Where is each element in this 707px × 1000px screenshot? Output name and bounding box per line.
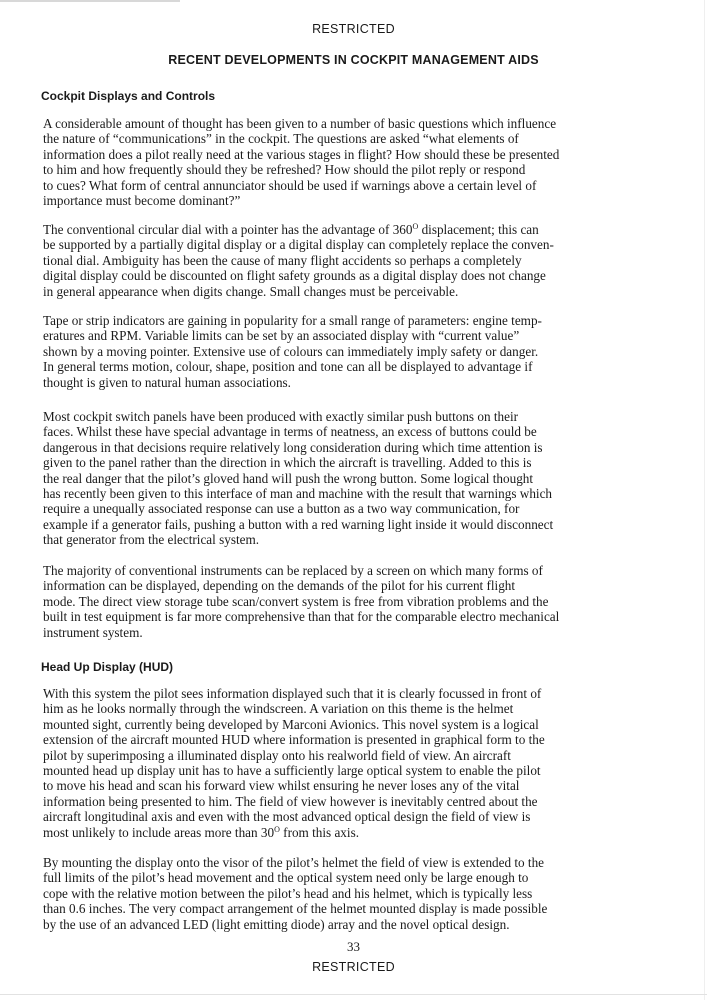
text-line: faces. Whilst these have special advantage in terms of neatness, an excess of buttons could be (43, 424, 537, 440)
document-title: RECENT DEVELOPMENTS IN COCKPIT MANAGEMENT AIDS (168, 53, 539, 67)
text-line: has recently been given to this interface of man and machine with the result that warnings which (43, 486, 553, 502)
scan-edge-bottom (0, 994, 707, 995)
text-line: mounted head up display unit has to have a sufficiently large optical system to enable the pilot (43, 763, 541, 779)
section-heading-hud: Head Up Display (HUD) (41, 660, 174, 674)
paragraph (43, 855, 643, 932)
text-segment: from this axis. (279, 824, 359, 840)
text-line (43, 825, 643, 840)
text-line: information does a pilot really need at the various stages in flight? How should these be presented (43, 146, 560, 162)
text-line: aircraft longitudinal axis and even with the most advanced optical design the field of view is (43, 809, 531, 825)
text-line: pilot by superimposing a illuminated display onto his realworld field of view. An aircraft (43, 747, 511, 763)
paragraph (43, 116, 643, 208)
scan-edge-right (704, 0, 705, 1000)
text-line: that generator from the electrical system. (43, 532, 260, 548)
text-line: extension of the aircraft mounted HUD where information is presented in graphical form to the (43, 732, 545, 748)
text-segment: most unlikely to include areas more than 30 (43, 824, 275, 840)
text-line: to cues? What form of central annunciator should be used if warnings above a certain level of (43, 177, 537, 193)
text-line: the real danger that the pilot’s gloved hand will push the wrong button. Some logical thought (43, 470, 534, 486)
page-number: 33 (347, 939, 360, 954)
text-line: by the use of an advanced LED (light emitting diode) array and the novel optical design. (43, 916, 510, 932)
text-line: to move his head and scan his forward view whilst ensuring he never loses any of the vital (43, 778, 520, 794)
text-line: built in test equipment is far more comprehensive than that for the comparable electro mechanical (43, 609, 560, 625)
text-line: The majority of conventional instruments can be replaced by a screen on which many forms of (43, 563, 543, 578)
text-line: By mounting the display onto the visor of the pilot’s helmet the field of view is extended to the (43, 855, 545, 870)
text-line: information being presented to him. The field of view however is inevitably centred about the (43, 793, 538, 809)
text-line: instrument system. (43, 624, 143, 640)
degree-superscript: O (412, 222, 419, 231)
text-segment: displacement; this can (418, 222, 539, 237)
text-line: him as he looks normally through the windscreen. A variation on this theme is the helmet (43, 701, 514, 717)
degree-superscript: O (274, 824, 280, 834)
paragraph (43, 409, 643, 548)
text-line: the nature of “communications” in the cockpit. The questions are asked “what elements of (43, 131, 519, 147)
classification-header: RESTRICTED (312, 22, 395, 36)
paragraph (43, 563, 643, 640)
scan-edge-top (0, 0, 180, 2)
text-line: example if a generator fails, pushing a button with a red warning light inside it would disconnect (43, 516, 554, 532)
text-line: full limits of the pilot’s head movement and the optical system need only be large enough to (43, 870, 529, 886)
text-line: cope with the relative motion between the pilot’s head and his helmet, which is typically less (43, 885, 533, 901)
text-line: tional dial. Ambiguity has been the cause of many flight accidents so perhaps a completely (43, 252, 522, 268)
text-segment: The conventional circular dial with a pointer has the advantage of 360 (43, 222, 413, 237)
text-line: thought is given to natural human associations. (43, 374, 291, 390)
paragraph (43, 686, 643, 840)
text-line: With this system the pilot sees information displayed such that it is clearly focussed in front of (43, 686, 542, 701)
text-line: require a unequally associated response can use a button as a two way communication, for (43, 501, 520, 517)
text-line: mounted sight, currently being developed by Marconi Avionics. This novel system is a logical (43, 716, 539, 732)
text-line: be supported by a partially digital display or a digital display can completely replace the conven- (43, 237, 554, 253)
text-line: shown by a moving pointer. Extensive use of colours can immediately imply safety or danger. (43, 343, 539, 359)
paragraph (43, 222, 643, 299)
text-line: mode. The direct view storage tube scan/convert system is free from vibration problems and the (43, 593, 549, 609)
text-line (43, 222, 643, 237)
section-heading-cockpit-displays: Cockpit Displays and Controls (41, 89, 216, 103)
text-line: importance must become dominant?” (43, 193, 241, 209)
text-line: dangerous in that decisions require relatively long consideration during which time attention is (43, 439, 543, 455)
text-line: in general appearance when digits change. Small changes must be perceivable. (43, 283, 459, 299)
paragraph (43, 313, 643, 390)
text-line: information can be displayed, depending on the demands of the pilot for his current flight (43, 578, 516, 594)
text-line: given to the panel rather than the direction in which the aircraft is travelling. Added to this is (43, 455, 532, 471)
text-line: eratures and RPM. Variable limits can be set by an associated display with “current value” (43, 328, 520, 344)
text-line: to him and how frequently should they be refreshed? How should the pilot reply or respond (43, 162, 526, 178)
text-line: digital display could be discounted on flight safety grounds as a digital display does not change (43, 268, 546, 284)
text-line: Most cockpit switch panels have been produced with exactly similar push buttons on their (43, 409, 519, 424)
text-line: Tape or strip indicators are gaining in popularity for a small range of parameters: engine temp- (43, 313, 542, 328)
text-line: In general terms motion, colour, shape, position and tone can all be displayed to advantage if (43, 359, 533, 375)
classification-footer: RESTRICTED (312, 960, 395, 974)
text-line: A considerable amount of thought has been given to a number of basic questions which influence (43, 116, 557, 131)
text-line: than 0.6 inches. The very compact arrangement of the helmet mounted display is made possible (43, 901, 548, 917)
